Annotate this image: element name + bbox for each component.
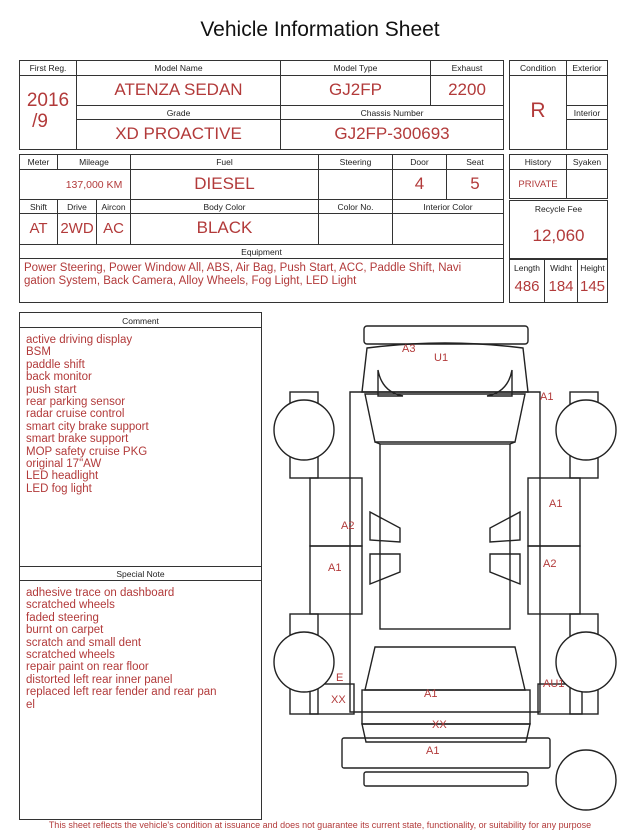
damage-mark-right-front: A1 xyxy=(540,391,554,403)
seat-value: 5 xyxy=(470,174,480,193)
front-left-wheel xyxy=(274,400,334,460)
first-reg-year: 2016 xyxy=(26,90,70,111)
comment-item: smart city brake support xyxy=(26,420,149,433)
door-label: Door xyxy=(410,157,429,167)
fuel-label: Fuel xyxy=(216,157,233,167)
comment-item: paddle shift xyxy=(26,358,85,371)
comment-list xyxy=(26,334,149,495)
exhaust-label: Exhaust xyxy=(451,63,483,73)
chassis-number: GJ2FP-300693 xyxy=(334,124,450,143)
exhaust-value: 2200 xyxy=(448,80,486,99)
body-color-label: Body Color xyxy=(203,202,246,212)
damage-mark-front-bumper: A3 xyxy=(402,343,416,355)
damage-mark-left-rear-lower: XX xyxy=(331,694,346,706)
special-note-item: faded steering xyxy=(26,611,99,624)
equipment-line-1: Power Steering, Power Window All, ABS, Air Bag, Push Start, ACC, Paddle Shift, Navi xyxy=(24,262,462,274)
aircon-value: AC xyxy=(103,220,124,237)
comment-item: smart brake support xyxy=(26,433,129,446)
width-value: 184 xyxy=(548,278,574,295)
comment-item: LED fog light xyxy=(26,482,92,495)
condition-grade: R xyxy=(530,99,546,122)
height-value: 145 xyxy=(579,278,606,295)
comment-item: LED headlight xyxy=(26,470,99,483)
mileage-value: 137,000 KM xyxy=(65,179,123,191)
special-note-item: burnt on carpet xyxy=(26,624,104,637)
door-value: 4 xyxy=(414,174,425,193)
comment-item: back monitor xyxy=(26,371,92,384)
special-note-item: repair paint on rear floor xyxy=(26,661,149,674)
special-note-item: replaced left rear fender and rear pan xyxy=(26,686,217,699)
comment-label: Comment xyxy=(122,316,159,326)
special-note-item: el xyxy=(26,698,35,711)
mileage-label: Mileage xyxy=(79,157,109,167)
hood-outline xyxy=(362,343,528,392)
chassis-label: Chassis Number xyxy=(360,108,424,118)
dimensions-box xyxy=(509,259,608,303)
damage-mark-left-front-door: A2 xyxy=(341,520,355,532)
model-type-label: Model Type xyxy=(333,63,378,73)
history-box xyxy=(509,154,608,199)
car-damage-diagram xyxy=(270,322,620,812)
color-no-label: Color No. xyxy=(337,202,374,212)
comment-item: radar cruise control xyxy=(26,408,125,421)
vehicle-info-table xyxy=(19,60,504,150)
damage-mark-right-rear-door: A2 xyxy=(543,558,557,570)
drive-value: 2WD xyxy=(60,220,94,237)
shift-value: AT xyxy=(29,220,48,237)
front-bumper-outline xyxy=(364,326,528,344)
interior-label: Interior xyxy=(573,108,601,118)
damage-mark-hood: U1 xyxy=(434,352,449,364)
windshield-outline xyxy=(365,394,525,442)
special-note-item: adhesive trace on dashboard xyxy=(26,587,175,599)
aircon-label: Aircon xyxy=(101,202,126,212)
drive-label: Drive xyxy=(67,202,87,212)
equipment-label: Equipment xyxy=(241,247,282,257)
damage-mark-rear-bumper: A1 xyxy=(426,745,440,757)
grade-label: Grade xyxy=(166,108,191,118)
history-label: History xyxy=(524,157,552,167)
body-color-value: BLACK xyxy=(196,218,253,237)
comment-item: push start xyxy=(26,383,77,396)
special-note-label: Special Note xyxy=(116,569,165,579)
damage-mark-rear-panel: XX xyxy=(432,719,447,731)
recycle-fee-box xyxy=(509,200,608,259)
steering-label: Steering xyxy=(339,157,372,167)
syaken-label: Syaken xyxy=(572,157,602,167)
shift-label: Shift xyxy=(29,202,47,212)
history-value: PRIVATE xyxy=(518,179,558,190)
front-right-wheel xyxy=(556,400,616,460)
sheet-title: Vehicle Information Sheet xyxy=(200,18,440,41)
first-reg-label: First Reg. xyxy=(29,63,67,73)
grade-value: XD PROACTIVE xyxy=(115,124,242,143)
model-name-label: Model Name xyxy=(154,63,203,73)
model-type: GJ2FP xyxy=(329,80,382,99)
length-label: Length xyxy=(514,263,540,273)
condition-box xyxy=(509,60,608,150)
comment-item: MOP safety cruise PKG xyxy=(26,445,148,458)
fuel-value: DIESEL xyxy=(194,174,255,193)
damage-mark-right-rear: AU1 xyxy=(543,678,565,690)
damage-mark-left-rear: E xyxy=(336,672,344,684)
comment-item: active driving display xyxy=(26,334,133,346)
damage-mark-trunk: A1 xyxy=(424,688,438,700)
model-name: ATENZA SEDAN xyxy=(114,80,243,99)
first-reg-month: /9 xyxy=(32,111,48,132)
interior-color-label: Interior Color xyxy=(423,202,473,212)
comment-item: original 17"AW xyxy=(26,458,102,471)
length-value: 486 xyxy=(514,278,540,295)
equipment-line-2: gation System, Back Camera, Alloy Wheels, Fog Light, LED Light xyxy=(24,275,357,287)
width-label: Widht xyxy=(550,263,572,273)
body-outline xyxy=(350,392,540,712)
special-note-item: distorted left rear inner panel xyxy=(26,673,173,686)
comment-item: rear parking sensor xyxy=(26,396,126,409)
special-note-item: scratch and small dent xyxy=(26,636,142,649)
meter-label: Meter xyxy=(27,157,50,167)
rear-right-wheel xyxy=(556,632,616,692)
recycle-fee-value: 12,060 xyxy=(532,226,585,245)
condition-label: Condition xyxy=(520,63,556,73)
special-note-list xyxy=(26,587,217,711)
disclaimer-footer: This sheet reflects the vehicle's condition at issuance and does not guarantee its current state, functionality, or suitability for any purpose xyxy=(48,820,592,830)
height-label: Height xyxy=(580,263,605,273)
spare-wheel xyxy=(556,750,616,810)
comment-panel xyxy=(19,312,262,820)
comment-item: BSM xyxy=(26,346,51,359)
damage-mark-left-rear-door: A1 xyxy=(328,562,342,574)
seat-label: Seat xyxy=(466,157,484,167)
specs-table xyxy=(19,154,504,303)
rear-left-wheel xyxy=(274,632,334,692)
special-note-item: scratched wheels xyxy=(26,599,115,612)
special-note-item: scratched wheels xyxy=(26,649,115,662)
damage-mark-right-front-door: A1 xyxy=(549,498,563,510)
recycle-fee-label: Recycle Fee xyxy=(534,204,583,214)
rear-window-outline xyxy=(365,647,525,690)
exterior-label: Exterior xyxy=(572,63,602,73)
